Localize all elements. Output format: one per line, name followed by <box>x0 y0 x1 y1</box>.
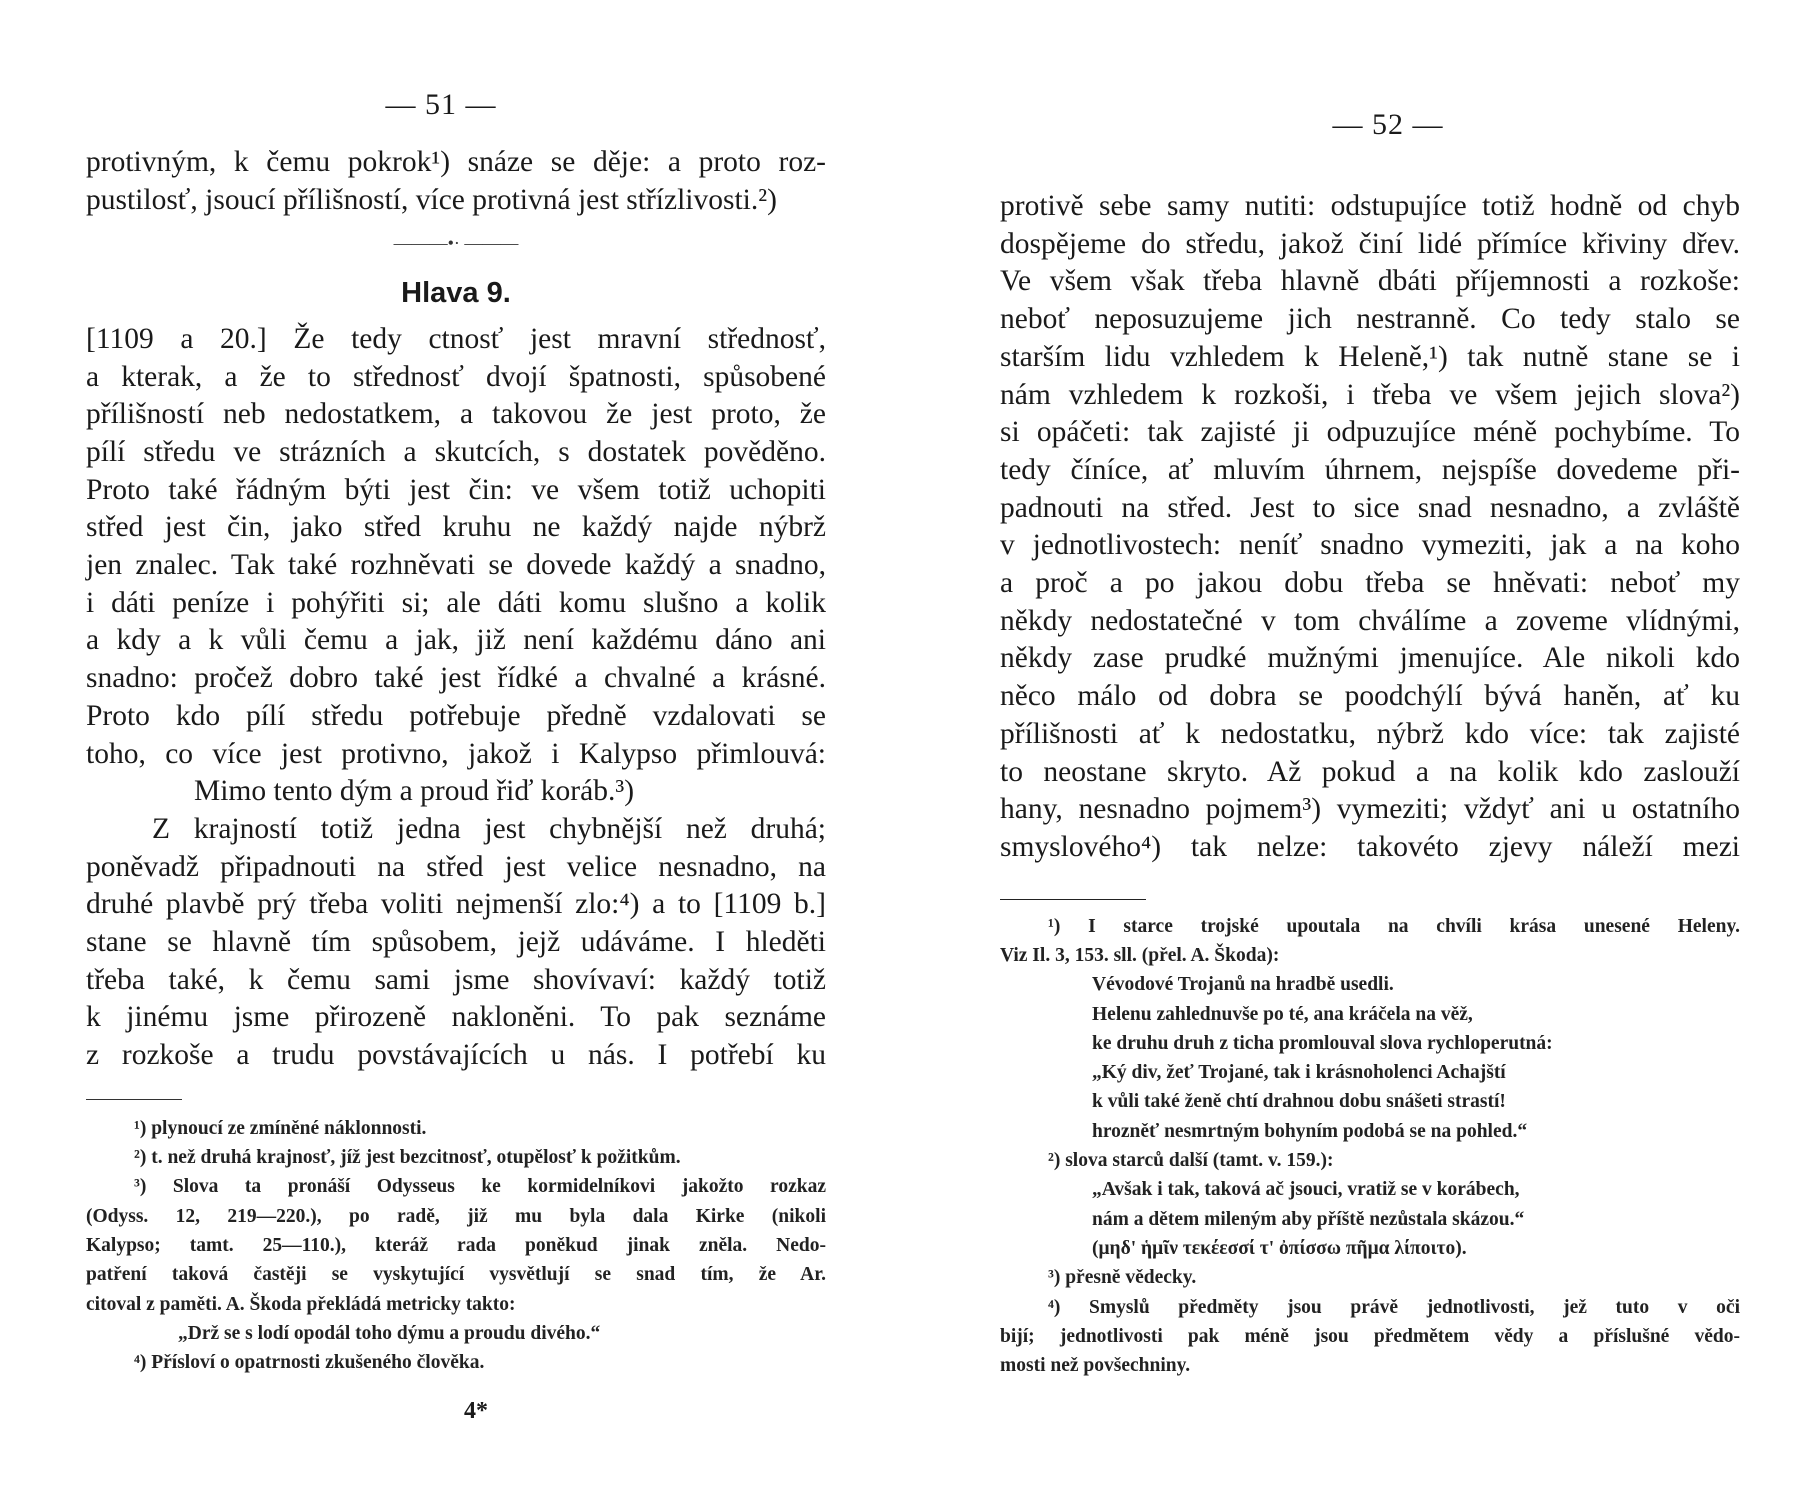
section-ornament: ———•· ——— <box>393 233 519 254</box>
footnote-verse: „Drž se s lodí opodál toho dýmu a proudu divého.“ <box>178 1322 601 1344</box>
footnote-divider <box>86 1099 182 1100</box>
text-line: snadno: pročež dobro také jest řídké a chvalné a krásné. <box>86 662 826 695</box>
footnote-line: patření taková častěji se vyskytující vysvětlují se snad tím, že Ar. <box>86 1264 826 1286</box>
footnote-verse: hrozněť nesmrtným bohyním podobá se na pohled.“ <box>1092 1120 1528 1142</box>
footnote-verse: Vévodové Trojanů na hradbě usedli. <box>1092 974 1394 996</box>
footnote-line: ²) slova starců další (tamt. v. 159.): <box>1048 1150 1334 1172</box>
footnote-4 <box>1000 1293 1740 1381</box>
text-line: třeba také, k čemu sami jsme shovívaví: každý totiž <box>86 963 826 996</box>
text-line: to neostane skryto. Až pokud a na kolik kdo zaslouží <box>1000 755 1740 788</box>
text-line: Proto kdo pílí středu potřebuje předně vzdalovati se <box>86 699 826 732</box>
footnote-1 <box>1000 912 1740 1146</box>
left-footnotes <box>86 1114 826 1378</box>
text-line: druhé plavbě prý třeba voliti nejmenší zlo:⁴) a to [1109 b.] <box>86 888 826 921</box>
footnote-line: ⁴) Smyslů předměty jsou právě jednotlivosti, jež tuto v oči <box>1048 1296 1740 1318</box>
text-line: padnouti na střed. Jest to sice snad nesnadno, a zvláště <box>1000 491 1740 524</box>
text-line: Z krajností totiž jedna jest chybnější než druhá; <box>152 812 826 845</box>
text-line: tedy číníce, ať mluvím úhrnem, nejspíše dovedeme při- <box>1000 453 1740 486</box>
page-number-52: — 52 — <box>1332 108 1444 141</box>
footnote-line: citoval z paměti. A. Škoda překládá metricky takto: <box>86 1293 516 1315</box>
footnote-verse: k vůli také ženě chtí drahnou dobu snášeti strastí! <box>1092 1091 1506 1113</box>
text-line: pílí středu ve strázních a skutcích, s dostatek pověděno. <box>86 435 826 468</box>
text-line: starším lidu vzhledem k Heleně,¹) tak nutně stane se i <box>1000 340 1740 373</box>
footnote-3: ³) přesně vědecky. <box>1048 1267 1197 1289</box>
continued-paragraph <box>1000 188 1740 867</box>
chapter-paragraph-2 <box>86 811 826 1075</box>
text-line: dospějeme do středu, jakož činí lidé přímíce křiviny dřev. <box>1000 227 1740 260</box>
text-line: někdy nedostatečné v tom chválíme a zoveme vlídnými, <box>1000 604 1740 637</box>
footnote-1: ¹) plynoucí ze zmíněné náklonnosti. <box>134 1117 427 1139</box>
text-line: a kdy a k vůli čemu a jak, již není každému dáno ani <box>86 624 826 657</box>
right-footnotes <box>1000 912 1740 1381</box>
text-line: z rozkoše a trudu povstávajících u nás. I potřebí ku <box>86 1039 826 1072</box>
text-line: přílišností neb nedostatkem, a takovou že jest proto, že <box>86 398 826 431</box>
footnote-verse: „Avšak i tak, taková ač jsouci, vratiž se v korábech, <box>1092 1179 1520 1201</box>
chapter-paragraph-1 <box>86 321 826 773</box>
text-line: jen znalec. Tak také rozhněvati se dovede každý a snadno, <box>86 549 826 582</box>
footnote-line: bijí; jednotlivosti pak méně jsou předmětem vědy a příslušné vědo- <box>1000 1325 1740 1347</box>
opening-paragraph <box>86 144 826 219</box>
text-line: toho, co více jest protivno, jakož i Kalypso přimlouvá: <box>86 737 826 770</box>
footnote-verse: „Ký div, žeť Trojané, tak i krásnoholenci Achajští <box>1092 1062 1506 1084</box>
text-line: přílišnosti ať k nedostatku, nýbrž kdo více: tak zajisté <box>1000 717 1740 750</box>
text-line: nám vzhledem k rozkoši, i třeba ve všem jejich slova²) <box>1000 378 1740 411</box>
text-line: poněvadž připadnouti na střed jest velice nesnadno, na <box>86 850 826 883</box>
footnote-4: ⁴) Přísloví o opatrnosti zkušeného člověka. <box>134 1352 485 1374</box>
footnote-2 <box>1000 1146 1740 1263</box>
text-line: pustilosť, jsoucí přílišností, více protivná jest střízlivosti.²) <box>86 183 777 216</box>
chapter-heading: Hlava 9. <box>401 277 511 310</box>
text-line: i dáti peníze i pohýřiti si; ale dáti komu slušno a kolik <box>86 586 826 619</box>
signature-mark: 4* <box>464 1397 488 1424</box>
footnote-line: ¹) I starce trojské upoutala na chvíli krása unesené Heleny. <box>1048 915 1740 937</box>
text-line: něco málo od dobra se poodchýlí bývá haněn, ať ku <box>1000 680 1740 713</box>
text-line: stane se hlavně tím spůsobem, jejž udáváme. I hleděti <box>86 926 826 959</box>
text-line: a proč a po jakou dobu třeba se hněvati: neboť my <box>1000 567 1740 600</box>
text-line: Ve všem však třeba hlavně dbáti příjemnosti a rozkoše: <box>1000 265 1740 298</box>
text-line: Proto také řádným býti jest čin: ve všem totiž uchopiti <box>86 473 826 506</box>
text-line: si opáčeti: tak zajisté ji odpuzujíce méně pochybíme. To <box>1000 416 1740 449</box>
footnote-verse: Helenu zahlednuvše po té, ana kráčela na věž, <box>1092 1003 1473 1025</box>
text-line: [1109 a 20.] Že tedy ctnosť jest mravní střednosť, <box>86 322 826 355</box>
footnote-divider <box>1000 899 1146 900</box>
footnote-verse: nám a dětem mileným aby příště nezůstala skázou.“ <box>1092 1208 1525 1230</box>
text-line: střed jest čin, jako střed kruhu ne každý najde nýbrž <box>86 511 826 544</box>
text-line: v jednotlivostech: neníť snadno vymeziti, jak a na koho <box>1000 529 1740 562</box>
footnote-line: Viz Il. 3, 153. sll. (přel. A. Škoda): <box>1000 944 1280 966</box>
text-line: smyslového⁴) tak nelze: takovéto zjevy náleží mezi <box>1000 830 1740 863</box>
text-line: někdy zase prudké mužnými jmenujíce. Ale nikoli kdo <box>1000 642 1740 675</box>
text-line: protivě sebe samy nutiti: odstupujíce totiž hodně od chyb <box>1000 190 1740 222</box>
footnote-3 <box>86 1172 826 1348</box>
text-line: hany, nesnadno pojmem³) vymeziti; vždyť ani u ostatního <box>1000 793 1740 826</box>
text-line: neboť neposuzujeme jich nestranně. Co tedy stalo se <box>1000 303 1740 336</box>
text-line: a kterak, a že to střednosť dvojí špatnosti, spůsobené <box>86 360 826 393</box>
footnote-verse: ke druhu druh z ticha promlouval slova rychloperutná: <box>1092 1032 1553 1054</box>
quoted-verse: Mimo tento dým a proud řiď koráb.³) <box>194 775 635 808</box>
footnote-line: mosti než povšechniny. <box>1000 1355 1191 1377</box>
footnote-line: Kalypso; tamt. 25—110.), kteráž rada poněkud jinak zněla. Nedo- <box>86 1235 826 1257</box>
text-line: protivným, k čemu pokrok¹) snáze se děje: a proto roz- <box>86 146 826 178</box>
footnote-line: ³) Slova ta pronáší Odysseus ke kormidelníkovi jakožto rozkaz <box>134 1176 826 1198</box>
footnote-2: ²) t. než druhá krajnosť, jíž jest bezcitnosť, otupělosť k požitkům. <box>134 1147 681 1169</box>
page-number-51: — 51 — <box>385 88 497 121</box>
left-page <box>86 0 826 1425</box>
footnote-verse: (μηδ' ἡμῖν τεκέεσσί τ' ὀπίσσω πῆμα λίποιτο). <box>1092 1237 1467 1259</box>
right-page <box>1000 0 1740 1380</box>
right-body-text <box>1000 188 1740 867</box>
text-line: k jinému jsme přirozeně nakloněni. To pak seznáme <box>86 1001 826 1034</box>
footnote-line: (Odyss. 12, 219—220.), po radě, již mu byla dala Kirke (nikoli <box>86 1205 826 1227</box>
left-body-text <box>86 144 826 1075</box>
